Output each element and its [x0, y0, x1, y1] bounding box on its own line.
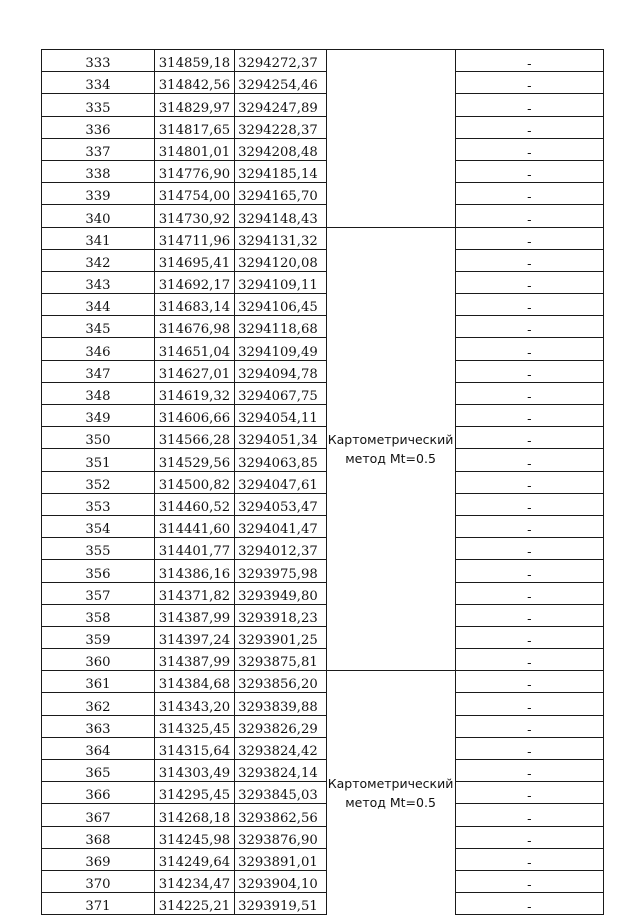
table-row: [42, 515, 604, 537]
dash-cell: -: [455, 582, 603, 604]
point-number-cell: 333: [42, 50, 155, 72]
dash-cell: -: [455, 649, 603, 671]
y-coordinate-cell: 3293975,98: [235, 560, 326, 582]
point-number-cell: 357: [42, 582, 155, 604]
x-coordinate-cell: 314730,92: [154, 205, 234, 227]
table-row: [42, 405, 604, 427]
x-coordinate-cell: 314234,47: [154, 870, 234, 892]
point-number-cell: 369: [42, 848, 155, 870]
point-number-cell: 363: [42, 715, 155, 737]
point-number-cell: 335: [42, 94, 155, 116]
table-row: [42, 138, 604, 160]
y-coordinate-cell: 3294053,47: [235, 493, 326, 515]
dash-cell: -: [455, 294, 603, 316]
y-coordinate-cell: 3294228,37: [235, 116, 326, 138]
point-number-cell: 362: [42, 693, 155, 715]
x-coordinate-cell: 314754,00: [154, 183, 234, 205]
point-number-cell: 370: [42, 870, 155, 892]
table-row: [42, 671, 604, 693]
point-number-cell: 355: [42, 538, 155, 560]
x-coordinate-cell: 314776,90: [154, 160, 234, 182]
dash-cell: -: [455, 94, 603, 116]
x-coordinate-cell: 314303,49: [154, 760, 234, 782]
point-number-cell: 364: [42, 737, 155, 759]
dash-cell: -: [455, 338, 603, 360]
x-coordinate-cell: 314384,68: [154, 671, 234, 693]
y-coordinate-cell: 3294131,32: [235, 227, 326, 249]
x-coordinate-cell: 314801,01: [154, 138, 234, 160]
point-number-cell: 366: [42, 782, 155, 804]
point-number-cell: 361: [42, 671, 155, 693]
y-coordinate-cell: 3293919,51: [235, 893, 326, 915]
y-coordinate-cell: 3294094,78: [235, 360, 326, 382]
table-row: [42, 205, 604, 227]
table-row: [42, 848, 604, 870]
table-row: [42, 870, 604, 892]
table-row: [42, 294, 604, 316]
table-row: [42, 693, 604, 715]
y-coordinate-cell: 3293891,01: [235, 848, 326, 870]
y-coordinate-cell: 3293845,03: [235, 782, 326, 804]
x-coordinate-cell: 314683,14: [154, 294, 234, 316]
table-row: [42, 249, 604, 271]
coordinates-table-body: [42, 50, 604, 915]
y-coordinate-cell: 3294148,43: [235, 205, 326, 227]
x-coordinate-cell: 314500,82: [154, 471, 234, 493]
y-coordinate-cell: 3294254,46: [235, 72, 326, 94]
x-coordinate-cell: 314397,24: [154, 626, 234, 648]
x-coordinate-cell: 314651,04: [154, 338, 234, 360]
point-number-cell: 359: [42, 626, 155, 648]
x-coordinate-cell: 314387,99: [154, 604, 234, 626]
point-number-cell: 348: [42, 382, 155, 404]
point-number-cell: 343: [42, 271, 155, 293]
table-row: [42, 271, 604, 293]
y-coordinate-cell: 3294109,49: [235, 338, 326, 360]
dash-cell: -: [455, 493, 603, 515]
measurement-method-cell: Картометрический метод Mt=0.5: [326, 227, 455, 671]
point-number-cell: 354: [42, 515, 155, 537]
dash-cell: -: [455, 515, 603, 537]
point-number-cell: 350: [42, 427, 155, 449]
dash-cell: -: [455, 316, 603, 338]
table-row: [42, 538, 604, 560]
x-coordinate-cell: 314619,32: [154, 382, 234, 404]
dash-cell: -: [455, 893, 603, 915]
dash-cell: -: [455, 183, 603, 205]
table-row: [42, 183, 604, 205]
y-coordinate-cell: 3293901,25: [235, 626, 326, 648]
y-coordinate-cell: 3294054,11: [235, 405, 326, 427]
point-number-cell: 345: [42, 316, 155, 338]
dash-cell: -: [455, 50, 603, 72]
x-coordinate-cell: 314325,45: [154, 715, 234, 737]
dash-cell: -: [455, 160, 603, 182]
dash-cell: -: [455, 870, 603, 892]
table-row: [42, 604, 604, 626]
point-number-cell: 352: [42, 471, 155, 493]
dash-cell: -: [455, 227, 603, 249]
point-number-cell: 342: [42, 249, 155, 271]
point-number-cell: 365: [42, 760, 155, 782]
dash-cell: -: [455, 715, 603, 737]
table-row: [42, 360, 604, 382]
x-coordinate-cell: 314859,18: [154, 50, 234, 72]
x-coordinate-cell: 314460,52: [154, 493, 234, 515]
point-number-cell: 367: [42, 804, 155, 826]
y-coordinate-cell: 3293949,80: [235, 582, 326, 604]
dash-cell: -: [455, 626, 603, 648]
point-number-cell: 356: [42, 560, 155, 582]
y-coordinate-cell: 3294247,89: [235, 94, 326, 116]
y-coordinate-cell: 3293824,14: [235, 760, 326, 782]
x-coordinate-cell: 314695,41: [154, 249, 234, 271]
x-coordinate-cell: 314829,97: [154, 94, 234, 116]
table-row: [42, 649, 604, 671]
table-row: [42, 227, 604, 249]
measurement-method-cell: [326, 50, 455, 228]
point-number-cell: 360: [42, 649, 155, 671]
y-coordinate-cell: 3293904,10: [235, 870, 326, 892]
x-coordinate-cell: 314386,16: [154, 560, 234, 582]
x-coordinate-cell: 314225,21: [154, 893, 234, 915]
table-row: [42, 626, 604, 648]
point-number-cell: 341: [42, 227, 155, 249]
y-coordinate-cell: 3293856,20: [235, 671, 326, 693]
dash-cell: -: [455, 205, 603, 227]
point-number-cell: 340: [42, 205, 155, 227]
x-coordinate-cell: 314249,64: [154, 848, 234, 870]
point-number-cell: 371: [42, 893, 155, 915]
dash-cell: -: [455, 116, 603, 138]
y-coordinate-cell: 3294109,11: [235, 271, 326, 293]
dash-cell: -: [455, 760, 603, 782]
y-coordinate-cell: 3294047,61: [235, 471, 326, 493]
point-number-cell: 358: [42, 604, 155, 626]
dash-cell: -: [455, 804, 603, 826]
measurement-method-cell: Картометрический метод Mt=0.5: [326, 671, 455, 915]
point-number-cell: 334: [42, 72, 155, 94]
x-coordinate-cell: 314315,64: [154, 737, 234, 759]
table-row: [42, 893, 604, 915]
point-number-cell: 346: [42, 338, 155, 360]
table-row: [42, 338, 604, 360]
x-coordinate-cell: 314441,60: [154, 515, 234, 537]
table-row: [42, 471, 604, 493]
dash-cell: -: [455, 604, 603, 626]
dash-cell: -: [455, 693, 603, 715]
dash-cell: -: [455, 382, 603, 404]
dash-cell: -: [455, 427, 603, 449]
dash-cell: -: [455, 249, 603, 271]
point-number-cell: 337: [42, 138, 155, 160]
table-row: [42, 50, 604, 72]
dash-cell: -: [455, 471, 603, 493]
y-coordinate-cell: 3293824,42: [235, 737, 326, 759]
table-row: [42, 560, 604, 582]
y-coordinate-cell: 3294067,75: [235, 382, 326, 404]
point-number-cell: 353: [42, 493, 155, 515]
table-row: [42, 582, 604, 604]
point-number-cell: 368: [42, 826, 155, 848]
x-coordinate-cell: 314295,45: [154, 782, 234, 804]
point-number-cell: 339: [42, 183, 155, 205]
x-coordinate-cell: 314245,98: [154, 826, 234, 848]
x-coordinate-cell: 314842,56: [154, 72, 234, 94]
table-row: [42, 382, 604, 404]
point-number-cell: 344: [42, 294, 155, 316]
y-coordinate-cell: 3294165,70: [235, 183, 326, 205]
dash-cell: -: [455, 826, 603, 848]
x-coordinate-cell: 314529,56: [154, 449, 234, 471]
x-coordinate-cell: 314692,17: [154, 271, 234, 293]
point-number-cell: 349: [42, 405, 155, 427]
table-row: [42, 760, 604, 782]
y-coordinate-cell: 3294063,85: [235, 449, 326, 471]
x-coordinate-cell: 314401,77: [154, 538, 234, 560]
y-coordinate-cell: 3294185,14: [235, 160, 326, 182]
dash-cell: -: [455, 72, 603, 94]
x-coordinate-cell: 314606,66: [154, 405, 234, 427]
y-coordinate-cell: 3294208,48: [235, 138, 326, 160]
table-row: [42, 160, 604, 182]
y-coordinate-cell: 3294106,45: [235, 294, 326, 316]
x-coordinate-cell: 314387,99: [154, 649, 234, 671]
y-coordinate-cell: 3293876,90: [235, 826, 326, 848]
point-number-cell: 338: [42, 160, 155, 182]
y-coordinate-cell: 3294120,08: [235, 249, 326, 271]
dash-cell: -: [455, 538, 603, 560]
y-coordinate-cell: 3294118,68: [235, 316, 326, 338]
x-coordinate-cell: 314627,01: [154, 360, 234, 382]
dash-cell: -: [455, 671, 603, 693]
dash-cell: -: [455, 737, 603, 759]
table-row: [42, 826, 604, 848]
table-row: [42, 427, 604, 449]
x-coordinate-cell: 314268,18: [154, 804, 234, 826]
y-coordinate-cell: 3293875,81: [235, 649, 326, 671]
point-number-cell: 336: [42, 116, 155, 138]
table-row: [42, 316, 604, 338]
table-row: [42, 715, 604, 737]
dash-cell: -: [455, 138, 603, 160]
table-row: [42, 737, 604, 759]
y-coordinate-cell: 3294272,37: [235, 50, 326, 72]
y-coordinate-cell: 3294012,37: [235, 538, 326, 560]
x-coordinate-cell: 314343,20: [154, 693, 234, 715]
dash-cell: -: [455, 405, 603, 427]
dash-cell: -: [455, 360, 603, 382]
y-coordinate-cell: 3293918,23: [235, 604, 326, 626]
table-row: [42, 493, 604, 515]
table-row: [42, 449, 604, 471]
point-number-cell: 351: [42, 449, 155, 471]
coordinates-table: [41, 49, 604, 915]
x-coordinate-cell: 314676,98: [154, 316, 234, 338]
x-coordinate-cell: 314711,96: [154, 227, 234, 249]
y-coordinate-cell: 3293826,29: [235, 715, 326, 737]
y-coordinate-cell: 3294041,47: [235, 515, 326, 537]
y-coordinate-cell: 3293839,88: [235, 693, 326, 715]
table-row: [42, 94, 604, 116]
table-row: [42, 804, 604, 826]
table-row: [42, 116, 604, 138]
x-coordinate-cell: 314566,28: [154, 427, 234, 449]
dash-cell: -: [455, 848, 603, 870]
x-coordinate-cell: 314371,82: [154, 582, 234, 604]
x-coordinate-cell: 314817,65: [154, 116, 234, 138]
y-coordinate-cell: 3293862,56: [235, 804, 326, 826]
dash-cell: -: [455, 271, 603, 293]
table-row: [42, 72, 604, 94]
table-row: [42, 782, 604, 804]
point-number-cell: 347: [42, 360, 155, 382]
dash-cell: -: [455, 560, 603, 582]
y-coordinate-cell: 3294051,34: [235, 427, 326, 449]
dash-cell: -: [455, 782, 603, 804]
dash-cell: -: [455, 449, 603, 471]
